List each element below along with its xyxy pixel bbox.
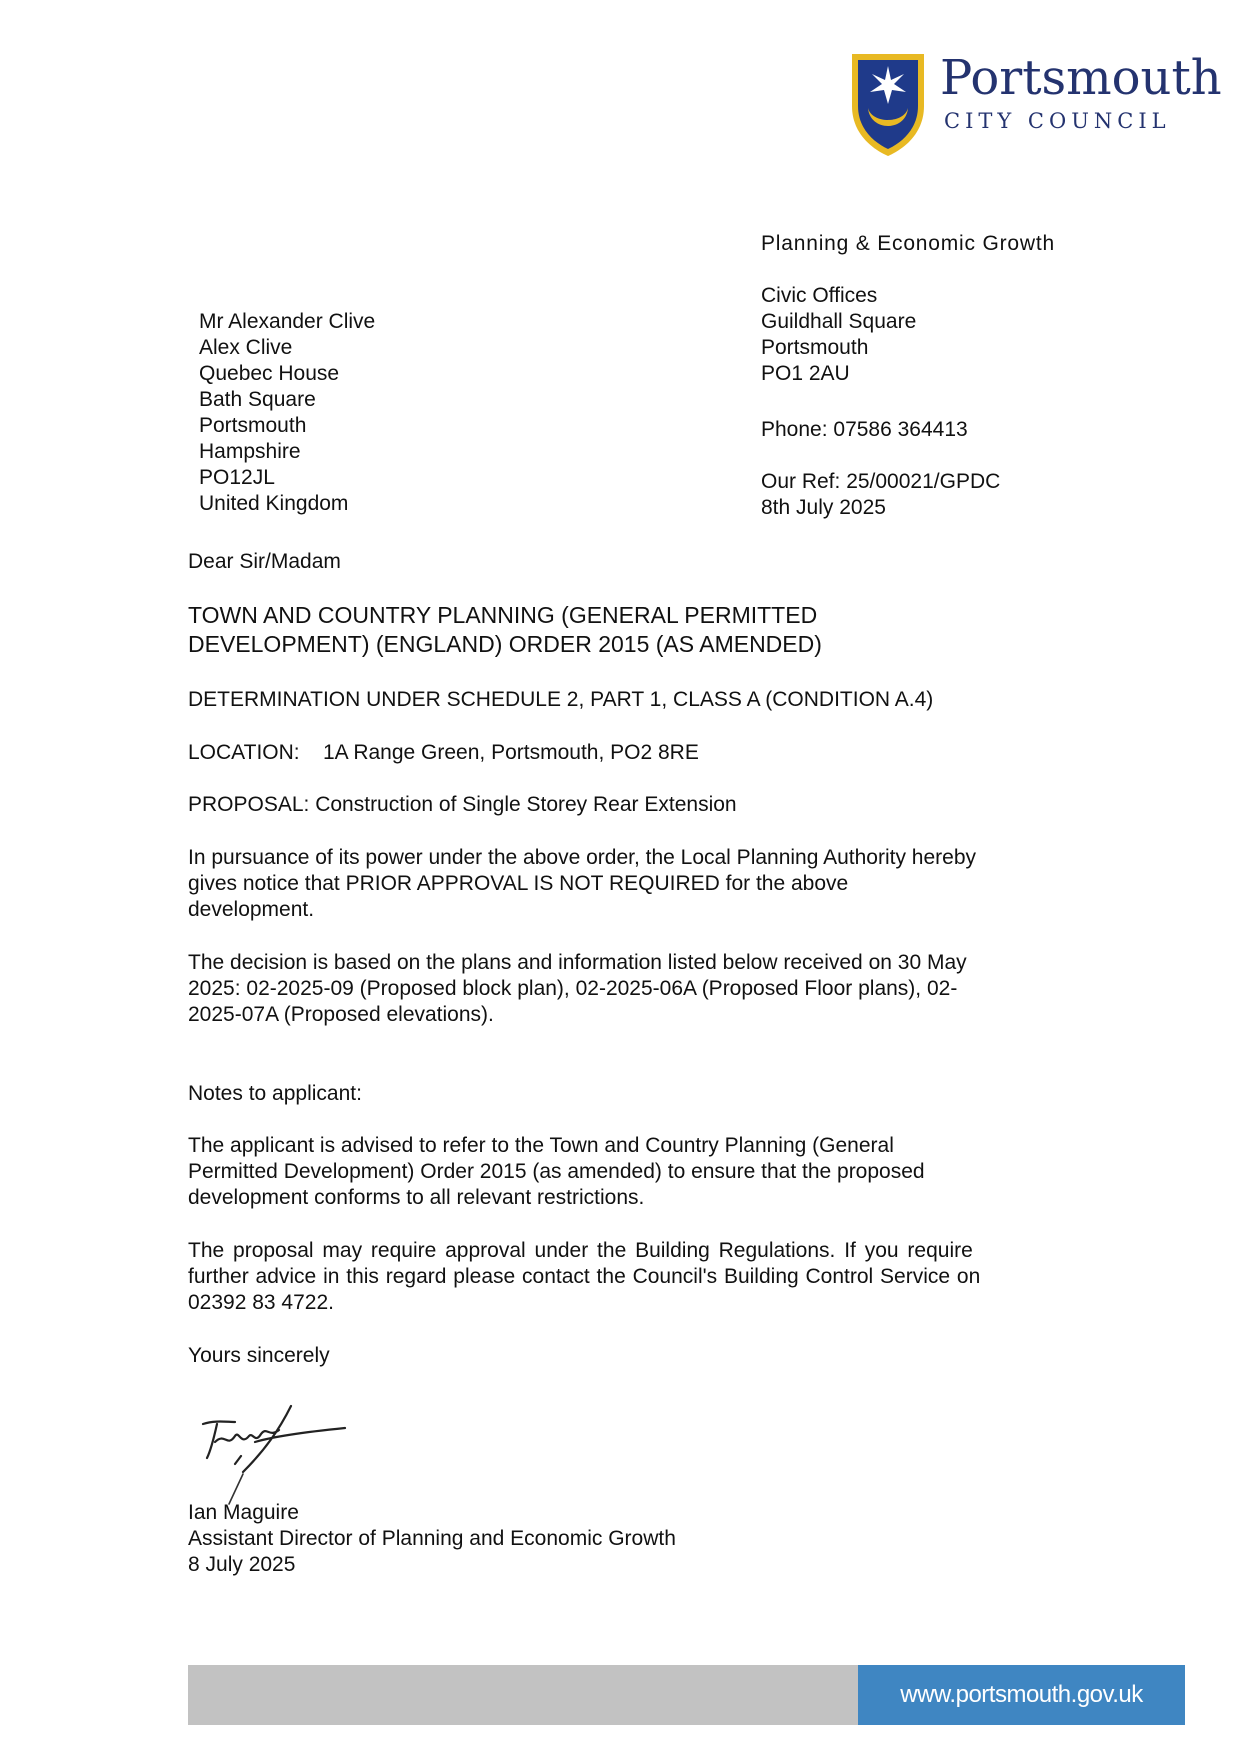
- reference-block: [761, 469, 1000, 521]
- website-link[interactable]: www.portsmouth.gov.uk: [900, 1681, 1143, 1708]
- paragraph-line: gives notice that PRIOR APPROVAL IS NOT REQUIRED for the above: [188, 872, 849, 895]
- order-title: [188, 601, 1058, 659]
- recipient-line: Quebec House: [199, 362, 340, 385]
- closing: Yours sincerely: [188, 1344, 330, 1367]
- signatory-block: [188, 1500, 1058, 1578]
- recipient-line: United Kingdom: [199, 492, 349, 515]
- paragraph-line: Permitted Development) Order 2015 (as amended) to ensure that the proposed: [188, 1160, 925, 1183]
- recipient-line: Alex Clive: [199, 336, 293, 359]
- signatory-name: Ian Maguire: [188, 1501, 299, 1524]
- order-title-line: TOWN AND COUNTRY PLANNING (GENERAL PERMITTED: [188, 602, 818, 628]
- logo-wordmark: Portsmouth: [940, 50, 1222, 106]
- determination-heading: DETERMINATION UNDER SCHEDULE 2, PART 1, CLASS A (CONDITION A.4): [188, 688, 934, 711]
- notes-heading: Notes to applicant:: [188, 1082, 362, 1105]
- proposal-line: PROPOSAL: Construction of Single Storey Rear Extension: [188, 793, 737, 816]
- paragraph-line: further advice in this regard please contact the Council's Building Control Service on: [188, 1265, 981, 1288]
- recipient-line: Bath Square: [199, 388, 316, 411]
- address-line: Guildhall Square: [761, 310, 917, 333]
- order-title-line: DEVELOPMENT) (ENGLAND) ORDER 2015 (AS AMENDED): [188, 631, 822, 657]
- signed-date: 8 July 2025: [188, 1553, 296, 1576]
- building-regs-paragraph: [188, 1238, 1048, 1316]
- paragraph-line: 2025: 02-2025-09 (Proposed block plan), 02-2025-06A (Proposed Floor plans), 02-: [188, 977, 958, 1000]
- department-name: Planning & Economic Growth: [761, 232, 1055, 255]
- footer-grey-bar: [188, 1665, 858, 1725]
- council-logo: [848, 50, 1222, 160]
- letter-date: 8th July 2025: [761, 496, 886, 519]
- logo-subtitle: CITY COUNCIL: [944, 109, 1171, 133]
- recipient-line: Mr Alexander Clive: [199, 310, 376, 333]
- paragraph-line: 2025-07A (Proposed elevations).: [188, 1003, 494, 1026]
- location-line: LOCATION: 1A Range Green, Portsmouth, PO2 8RE: [188, 741, 699, 764]
- paragraph-line: The decision is based on the plans and information listed below received on 30 May: [188, 951, 967, 974]
- address-line: Civic Offices: [761, 284, 878, 307]
- paragraph-line: 02392 83 4722.: [188, 1291, 334, 1314]
- address-line: PO1 2AU: [761, 362, 850, 385]
- recipient-address: [199, 309, 375, 517]
- address-line: Portsmouth: [761, 336, 869, 359]
- paragraph-line: In pursuance of its power under the above order, the Local Planning Authority hereby: [188, 846, 977, 869]
- signature-image: [195, 1402, 355, 1507]
- crest-icon: [848, 50, 928, 158]
- footer-url-bar: [858, 1665, 1185, 1725]
- recipient-line: Portsmouth: [199, 414, 307, 437]
- paragraph-line: development conforms to all relevant restrictions.: [188, 1186, 645, 1209]
- phone-number: Phone: 07586 364413: [761, 418, 968, 441]
- recipient-line: Hampshire: [199, 440, 301, 463]
- recipient-line: PO12JL: [199, 466, 275, 489]
- council-address: [761, 283, 916, 387]
- salutation: Dear Sir/Madam: [188, 550, 341, 573]
- paragraph-line: development.: [188, 898, 315, 921]
- our-reference: Our Ref: 25/00021/GPDC: [761, 470, 1001, 493]
- note-paragraph: [188, 1133, 1058, 1211]
- paragraph-line: The proposal may require approval under the Building Regulations. If you require: [188, 1239, 973, 1262]
- paragraph-line: The applicant is advised to refer to the Town and Country Planning (General: [188, 1134, 894, 1157]
- signatory-title: Assistant Director of Planning and Economic Growth: [188, 1527, 676, 1550]
- plans-paragraph: [188, 950, 1058, 1028]
- decision-paragraph: [188, 845, 1058, 923]
